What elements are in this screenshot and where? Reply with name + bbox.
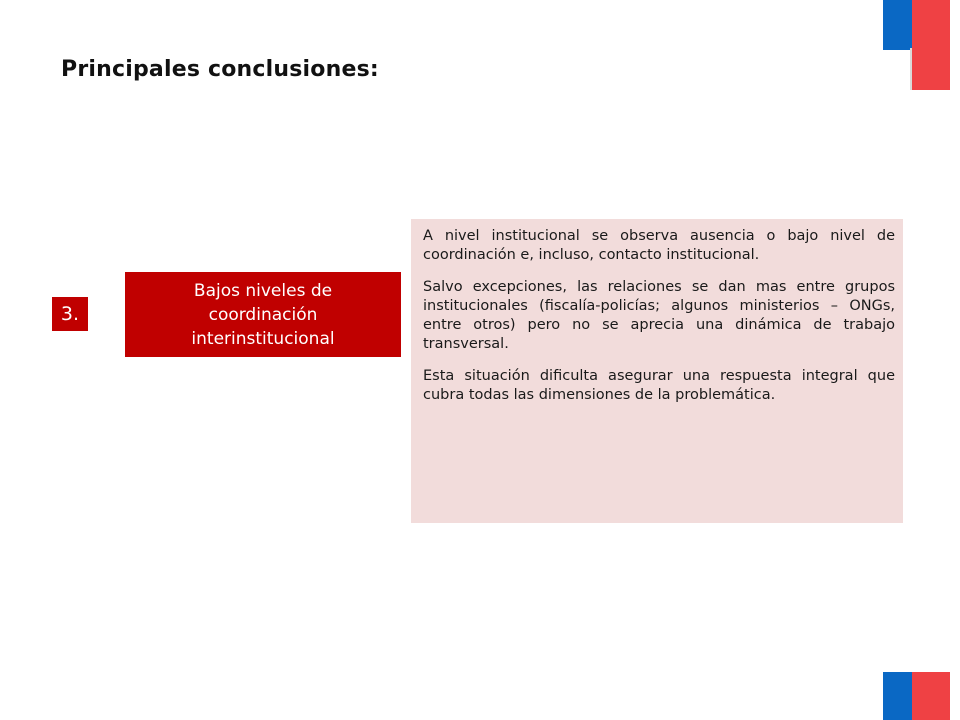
flag-stripe-red-top [912, 0, 950, 90]
conclusion-heading: Bajos niveles de coordinación interinstitucional [191, 280, 335, 349]
section-number-badge: 3. [52, 297, 88, 331]
flag-stripe-red-bottom [912, 672, 950, 720]
slide-title: Principales conclusiones: [61, 57, 379, 82]
flag-stripe-shadow [910, 48, 912, 90]
detail-paragraph-2: Salvo excepciones, las relaciones se dan mas entre grupos institucionales (fiscalía-policías; algunos ministerios – ONGs, entre otros) pero no se aprecia una dinámica de trabajo transversal. [423, 279, 895, 352]
flag-stripe-blue-top [883, 0, 912, 50]
detail-paragraph-1: A nivel institucional se observa ausencia o bajo nivel de coordinación e, incluso, contacto institucional. [423, 228, 895, 263]
flag-stripe-blue-bottom [883, 672, 912, 720]
conclusion-heading-box [125, 272, 401, 357]
detail-paragraph-3: Esta situación dificulta asegurar una respuesta integral que cubra todas las dimensiones de la problemática. [423, 368, 895, 403]
conclusion-detail-panel [411, 219, 903, 523]
